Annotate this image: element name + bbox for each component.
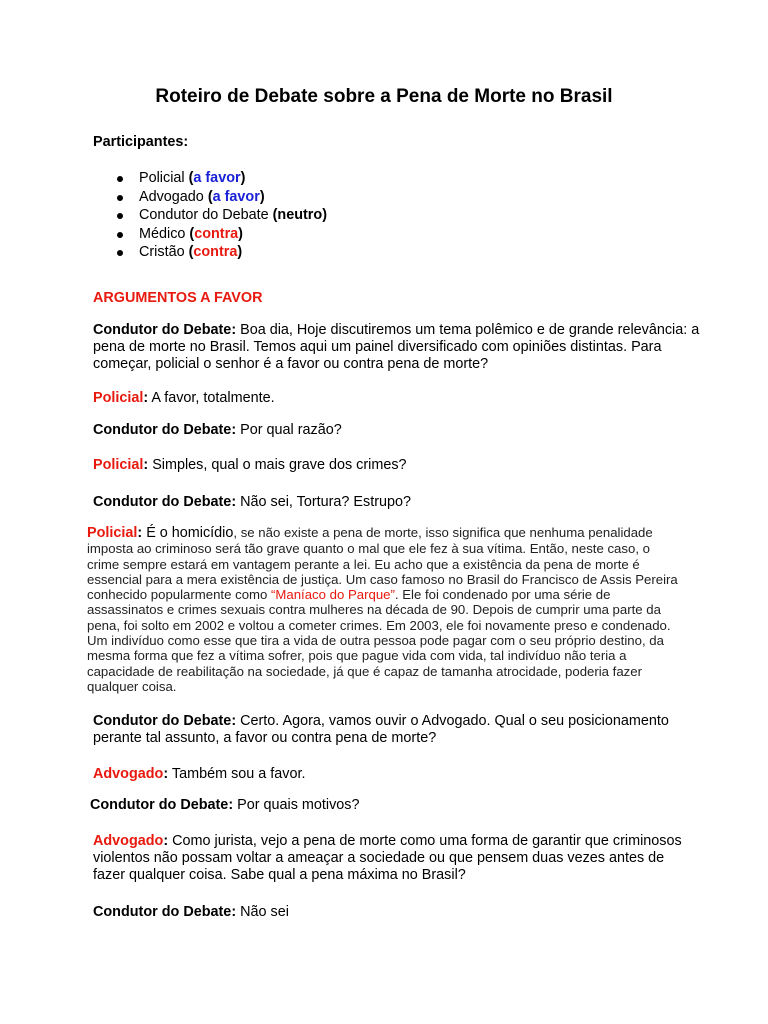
speaker-name: Advogado (93, 766, 164, 782)
speaker-name: Condutor do Debate (93, 713, 232, 729)
dialogue-text: Por qual razão? (240, 422, 342, 438)
dialogue-line: Condutor do Debate: Não sei, Tortura? Estrupo? (93, 494, 412, 510)
speaker-name: Condutor do Debate (90, 797, 229, 813)
participant-item: Policial (a favor) (114, 169, 327, 188)
dialogue-text: Simples, qual o mais grave dos crimes? (152, 457, 407, 473)
speaker-name: Condutor do Debate (93, 422, 232, 438)
section-heading: ARGUMENTOS A FAVOR (93, 290, 263, 306)
dialogue-text: Certo. Agora, vamos ouvir o Advogado. Qual o seu posicionamento perante tal assunto, a favor ou contra pena de morte? (93, 713, 669, 746)
stance-favor: a favor (212, 188, 260, 205)
speaker-name: Policial (93, 457, 144, 473)
quote-highlight: “Maníaco do Parque” (271, 587, 395, 603)
stance-neutral: neutro (277, 207, 323, 223)
speaker-name: Policial (87, 525, 138, 541)
dialogue-text: , se não existe a pena de morte, isso significa que nenhuma penalidade imposta ao criminoso será tão grave quanto o mal que ele fez à sua vítima. Então, neste caso, o crime sempre estará em vantagem perante a lei. Eu acho que a existência da pena de morte é essencial para a mera existência de justiça. Um caso famoso no Brasil do Francisco de Assis Pereira conhecido popularmente como (87, 525, 678, 603)
dialogue-text: Não sei (240, 904, 289, 920)
dialogue-text: Também sou a favor. (171, 766, 306, 782)
speaker-name: Advogado (93, 833, 164, 849)
dialogue-line: Advogado: Como jurista, vejo a pena de morte como uma forma de garantir que criminosos violentos não possam voltar a ameaçar a sociedade ou que pensem duas vezes antes de fazer qualquer coisa. Sabe qual a pena máxima no Brasil? (93, 833, 682, 883)
dialogue-line-long: Policial: É o homicídio, se não existe a pena de morte, isso significa que nenhuma penalidade imposta ao criminoso será tão grave quanto o mal que ele fez à sua vítima. Então, neste caso, o crime sempre estará em vantagem perante a lei. Eu acho que a existência da pena de morte é essencial para a mera existência de justiça. Um caso famoso no Brasil do Francisco de Assis Pereira conhecido popularmente como “Maníaco do Parque”. Ele foi condenado por uma série de assassinatos e crimes sexuais contra mulheres na década de 90. Depois de cumprir uma parte da pena, foi solto em 2002 e voltou a cometer crimes. Em 2003, ele foi novamente preso e condenado. Um indivíduo como esse que tira a vida de outra pessoa pode pagar com o seu próprio destino, da mesma forma que fez a vítima sofrer, pois que pague vida com vida, tal indivíduo não teria a capacidade de reabilitação na sociedade, já que é capaz de tamanha atrocidade, poderia fazer qualquer coisa. (87, 525, 678, 694)
participant-item: Condutor do Debate (neutro) (114, 206, 327, 225)
dialogue-text: . Ele foi condenado por uma série de assassinatos e crimes sexuais contra mulheres na década de 90. Depois de cumprir uma parte da pena, foi solto em 2002 e voltou a cometer crimes. Em 2003, ele foi novamente preso e condenado. Um indivíduo como esse que tira a vida de outra pessoa pode pagar com o seu próprio destino, da mesma forma que fez a vítima sofrer, pois que pague vida com vida, tal indivíduo não teria a capacidade de reabilitação na sociedade, já que é capaz de tamanha atrocidade, poderia fazer qualquer coisa. (87, 587, 671, 694)
dialogue-line: Advogado: Também sou a favor. (93, 766, 306, 782)
speaker-name: Condutor do Debate (93, 904, 232, 920)
dialogue-line: Condutor do Debate: Por quais motivos? (90, 797, 360, 813)
participant-item: Advogado (a favor) (114, 188, 327, 207)
dialogue-text-lead: É o homicídio (146, 525, 234, 541)
dialogue-line: Condutor do Debate: Não sei (93, 904, 289, 920)
dialogue-text: Boa dia, Hoje discutiremos um tema polêmico e de grande relevância: a pena de morte no Brasil. Temos aqui um painel diversificado com opiniões distintas. Para começar, policial o senhor é a favor ou contra pena de morte? (93, 322, 700, 372)
document-title: Roteiro de Debate sobre a Pena de Morte no Brasil (155, 86, 613, 107)
speaker-name: Condutor do Debate (93, 494, 232, 510)
participants-heading: Participantes: (93, 134, 189, 150)
participant-item: Médico (contra) (114, 225, 327, 244)
stance-contra: contra (193, 244, 238, 260)
dialogue-line: Condutor do Debate: Boa dia, Hoje discutiremos um tema polêmico e de grande relevância: a pena de morte no Brasil. Temos aqui um painel diversificado com opiniões distintas. Para começar, policial o senhor é a favor ou contra pena de morte? (93, 322, 700, 372)
dialogue-text: Como jurista, vejo a pena de morte como uma forma de garantir que criminosos violentos não possam voltar a ameaçar a sociedade ou que pensem duas vezes antes de fazer qualquer coisa. Sabe qual a pena máxima no Brasil? (93, 833, 682, 883)
dialogue-line: Policial: A favor, totalmente. (93, 390, 275, 406)
dialogue-text: Não sei, Tortura? Estrupo? (240, 494, 412, 510)
participants-list (114, 169, 327, 262)
speaker-name: Policial (93, 390, 144, 406)
dialogue-text: Por quais motivos? (237, 797, 360, 813)
dialogue-text: A favor, totalmente. (151, 390, 275, 406)
participant-item: Cristão (contra) (114, 243, 327, 262)
dialogue-line: Condutor do Debate: Por qual razão? (93, 422, 342, 438)
dialogue-line: Policial: Simples, qual o mais grave dos crimes? (93, 457, 407, 473)
dialogue-line: Condutor do Debate: Certo. Agora, vamos ouvir o Advogado. Qual o seu posicionamento perante tal assunto, a favor ou contra pena de morte? (93, 713, 669, 746)
speaker-name: Condutor do Debate (93, 322, 232, 338)
stance-contra: contra (194, 225, 239, 242)
stance-favor: a favor (193, 170, 241, 186)
